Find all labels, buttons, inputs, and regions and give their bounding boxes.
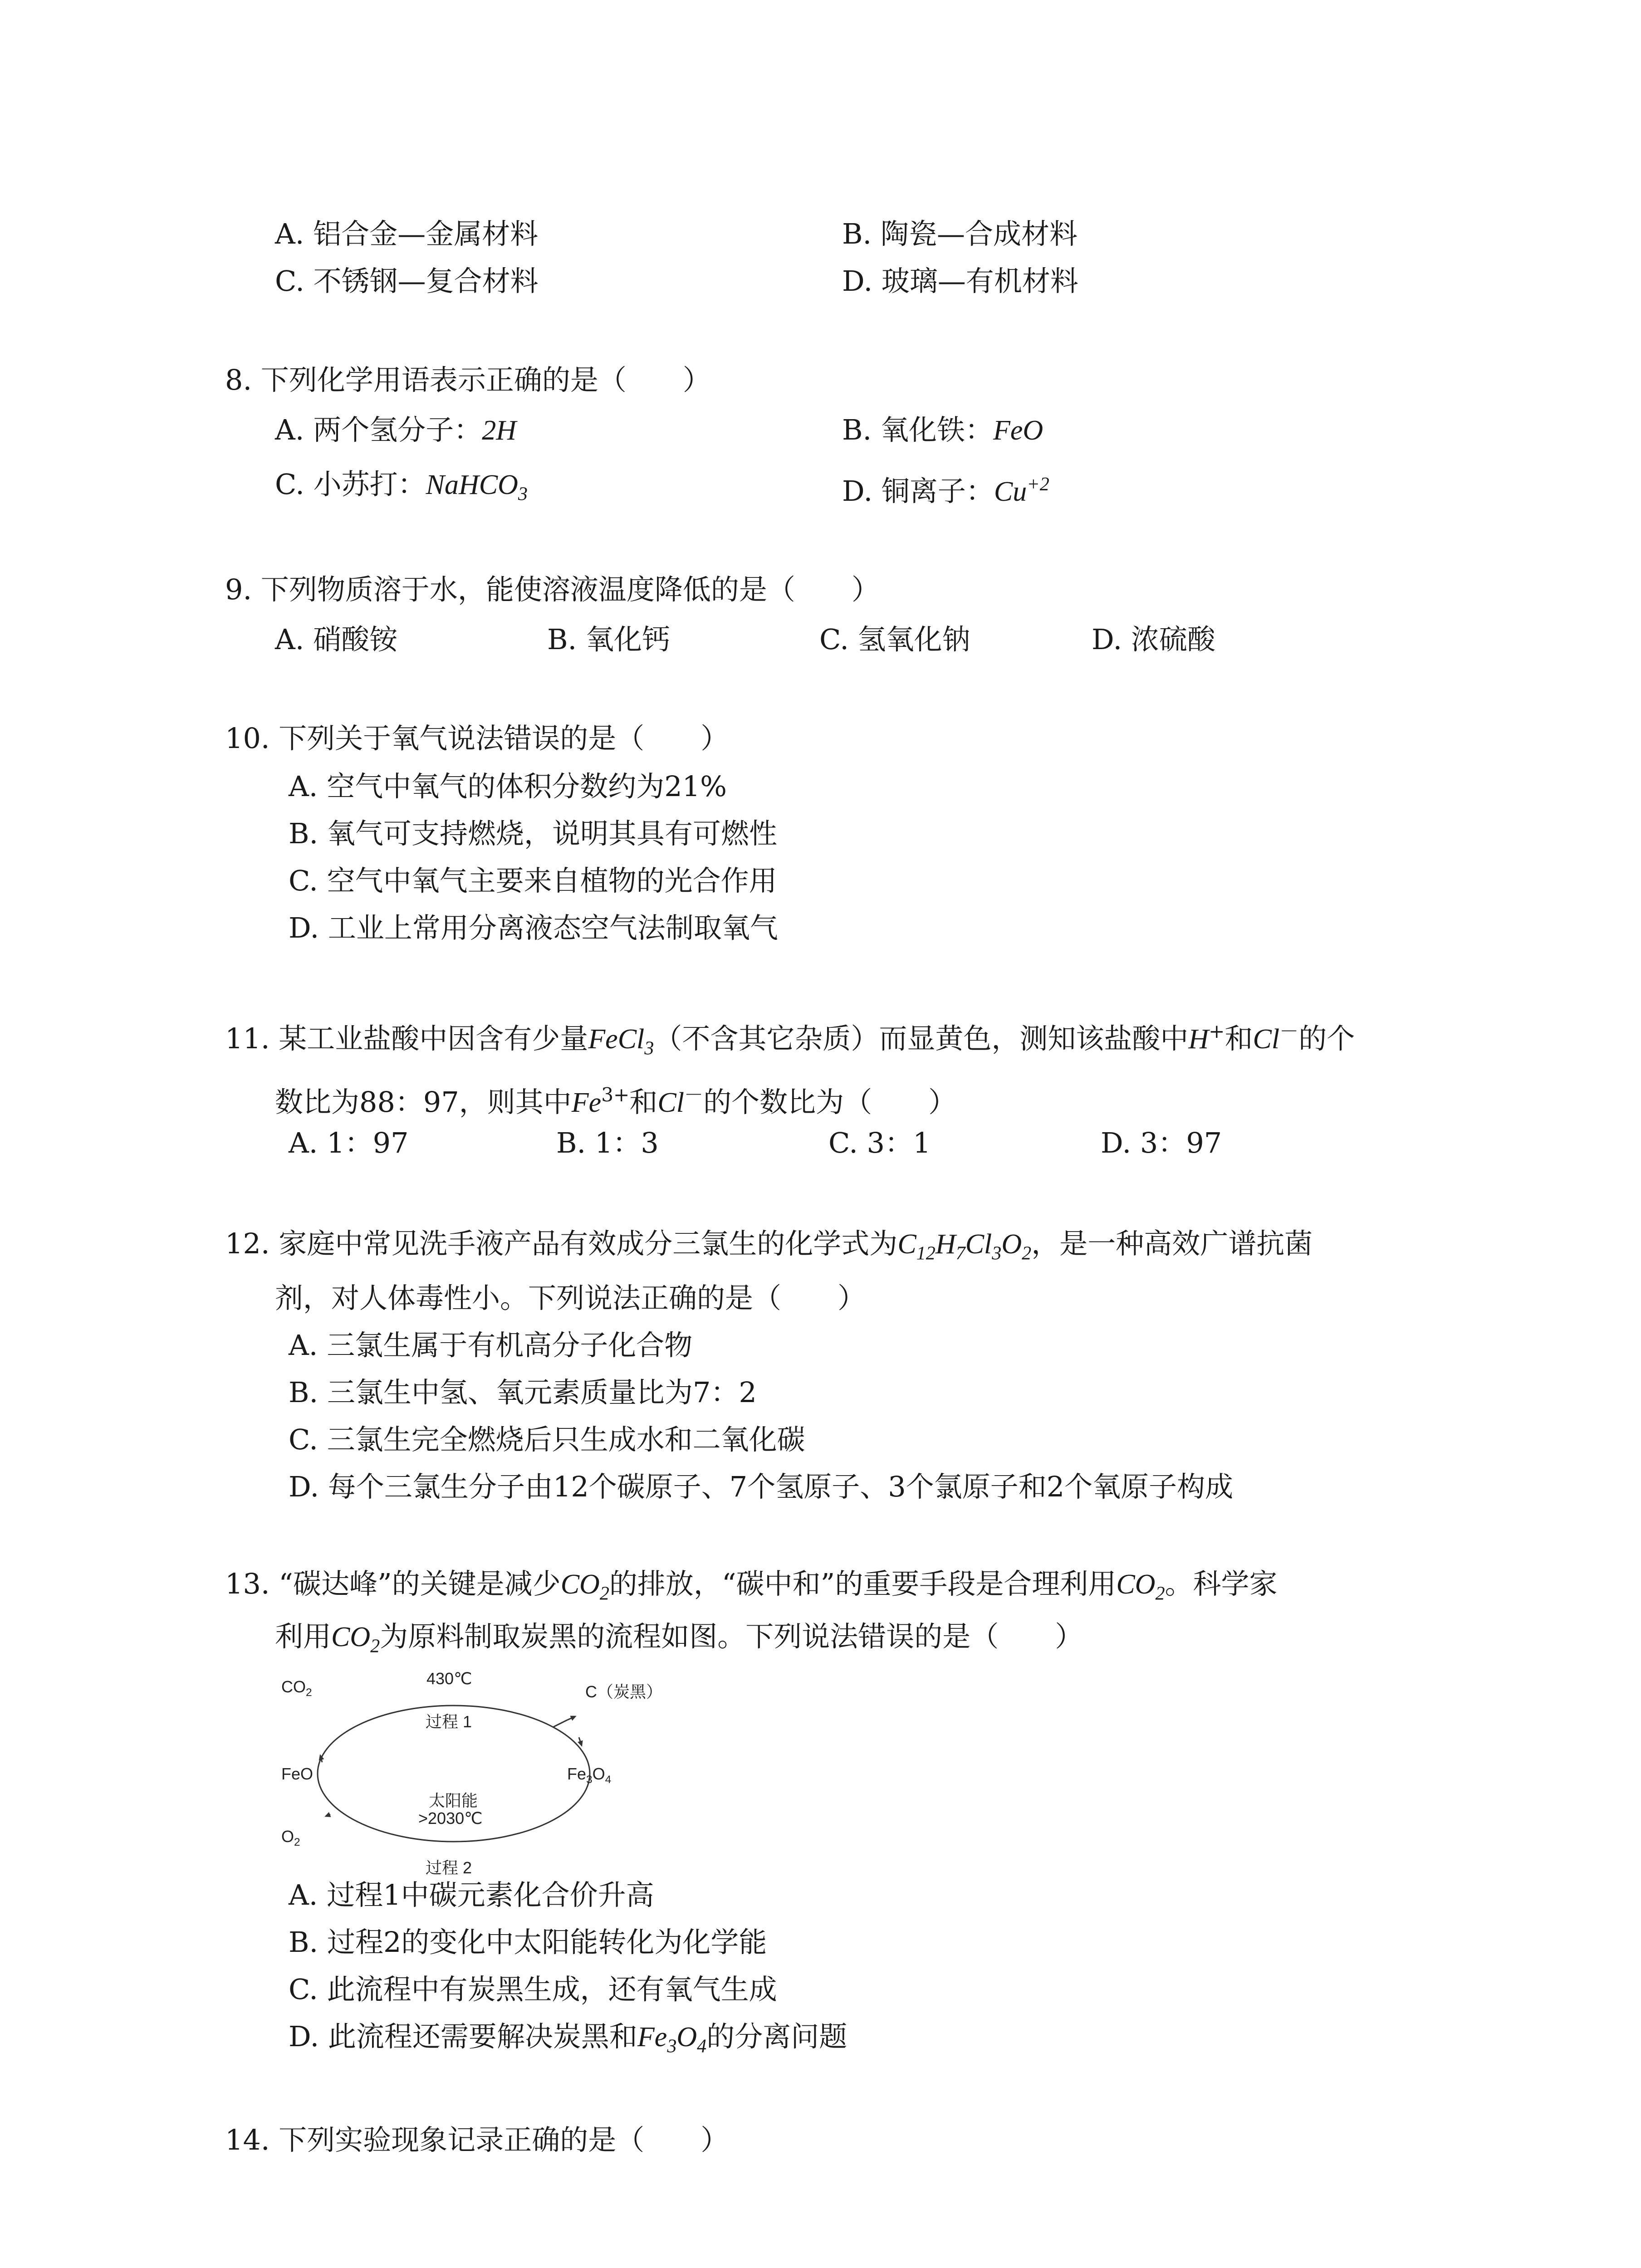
q11-option-d: D. 3：97 [1101, 1126, 1222, 1159]
q9-option-a: A. 硝酸铵 [275, 623, 398, 656]
label-solar: 太阳能 [429, 1791, 478, 1810]
q12-option-d: D. 每个三氯生分子由12个碳原子、7个氢原子、3个氯原子和2个氧原子构成 [289, 1470, 1234, 1503]
q13-stem-line2: 利用$CO_2$为原料制取炭黑的流程如图。下列说法错误的是（ ） [275, 1620, 1083, 1657]
q13-option-d: D. 此流程还需要解决炭黑和$Fe_3O_4$的分离问题 [289, 2020, 847, 2057]
q11-option-b: B. 1：3 [556, 1126, 659, 1159]
q9-stem: 9. 下列物质溶于水，能使溶液温度降低的是（ ） [225, 573, 880, 606]
left-bottom-arrow [326, 1814, 330, 1816]
q8-stem: 8. 下列化学用语表示正确的是（ ） [225, 363, 711, 396]
label-temp-430: 430℃ [426, 1669, 472, 1688]
label-o2: $O_2$ [281, 1827, 300, 1848]
q13-stem-line1: 13. “碳达峰”的关键是减少$CO_2$的排放，“碳中和”的重要手段是合理利用$CO_2$。科学家 [225, 1567, 1278, 1604]
q11-stem-line2: 数比为88：97，则其中$Fe^{3+}$和Cl－的个数比为（ ） [275, 1084, 957, 1119]
label-carbon-black: C（炭黑） [585, 1682, 662, 1701]
q13-option-c: C. 此流程中有炭黑生成，还有氧气生成 [289, 1973, 777, 2006]
q9-option-d: D. 浓硫酸 [1092, 623, 1215, 656]
q7-option-d: D. 玻璃—有机材料 [842, 264, 1078, 298]
q8-option-b: B. 氧化铁：FeO [842, 413, 1043, 446]
q11-stem-line1: 11. 某工业盐酸中因含有少量FeCl$_3$（不含其它杂质）而显黄色，测知该盐酸中H+和Cl－的个 [225, 1020, 1355, 1059]
right-arrow [579, 1737, 582, 1745]
q10-stem: 10. 下列关于氧气说法错误的是（ ） [225, 722, 729, 755]
q7-option-c: C. 不锈钢—复合材料 [275, 264, 539, 298]
q7-option-b: B. 陶瓷—合成材料 [842, 217, 1078, 250]
q12-option-c: C. 三氯生完全燃烧后只生成水和二氧化碳 [289, 1423, 805, 1456]
q9-option-b: B. 氧化钙 [547, 623, 670, 656]
q13-option-b: B. 过程2的变化中太阳能转化为化学能 [289, 1926, 767, 1959]
q8-option-a: A. 两个氢分子：2H [275, 413, 516, 446]
top-right-arrow [554, 1720, 567, 1727]
q10-option-c: C. 空气中氧气主要来自植物的光合作用 [289, 864, 777, 897]
q12-option-a: A. 三氯生属于有机高分子化合物 [289, 1329, 693, 1362]
label-co2: $CO_2$ [281, 1677, 312, 1699]
q10-option-a: A. 空气中氧气的体积分数约为21% [289, 770, 727, 803]
q8-option-d: D. 铜离子：$Cu^{+2}$ [842, 474, 1049, 508]
q14-stem: 14. 下列实验现象记录正确的是（ ） [225, 2123, 729, 2156]
label-process-1: 过程 1 [426, 1712, 472, 1731]
q10-option-b: B. 氧气可支持燃烧，说明其具有可燃性 [289, 817, 777, 850]
q8-option-c: C. 小苏打：NaHCO$_3$ [275, 468, 528, 505]
q10-option-d: D. 工业上常用分离液态空气法制取氧气 [289, 911, 778, 944]
q13-flow-diagram [272, 1669, 681, 1878]
q11-option-a: A. 1：97 [289, 1126, 409, 1159]
q9-option-c: C. 氢氧化钠 [819, 623, 970, 656]
q12-stem-line2: 剂，对人体毒性小。下列说法正确的是（ ） [275, 1281, 866, 1315]
label-fe3o4: $Fe_3O_4$ [567, 1765, 612, 1786]
q11-option-c: C. 3：1 [828, 1126, 931, 1159]
label-temp-2030: >2030℃ [418, 1809, 483, 1828]
label-feo: FeO [281, 1765, 314, 1783]
q12-option-b: B. 三氯生中氢、氧元素质量比为7：2 [289, 1376, 757, 1409]
q12-stem-line1: 12. 家庭中常见洗手液产品有效成分三氯生的化学式为$C_{12}H_7Cl_3O_2$，是一种高效广谱抗菌 [225, 1227, 1313, 1264]
label-process-2: 过程 2 [426, 1858, 472, 1877]
q13-option-a: A. 过程1中碳元素化合价升高 [289, 1878, 654, 1911]
q7-option-a: A. 铝合金—金属材料 [275, 217, 539, 250]
